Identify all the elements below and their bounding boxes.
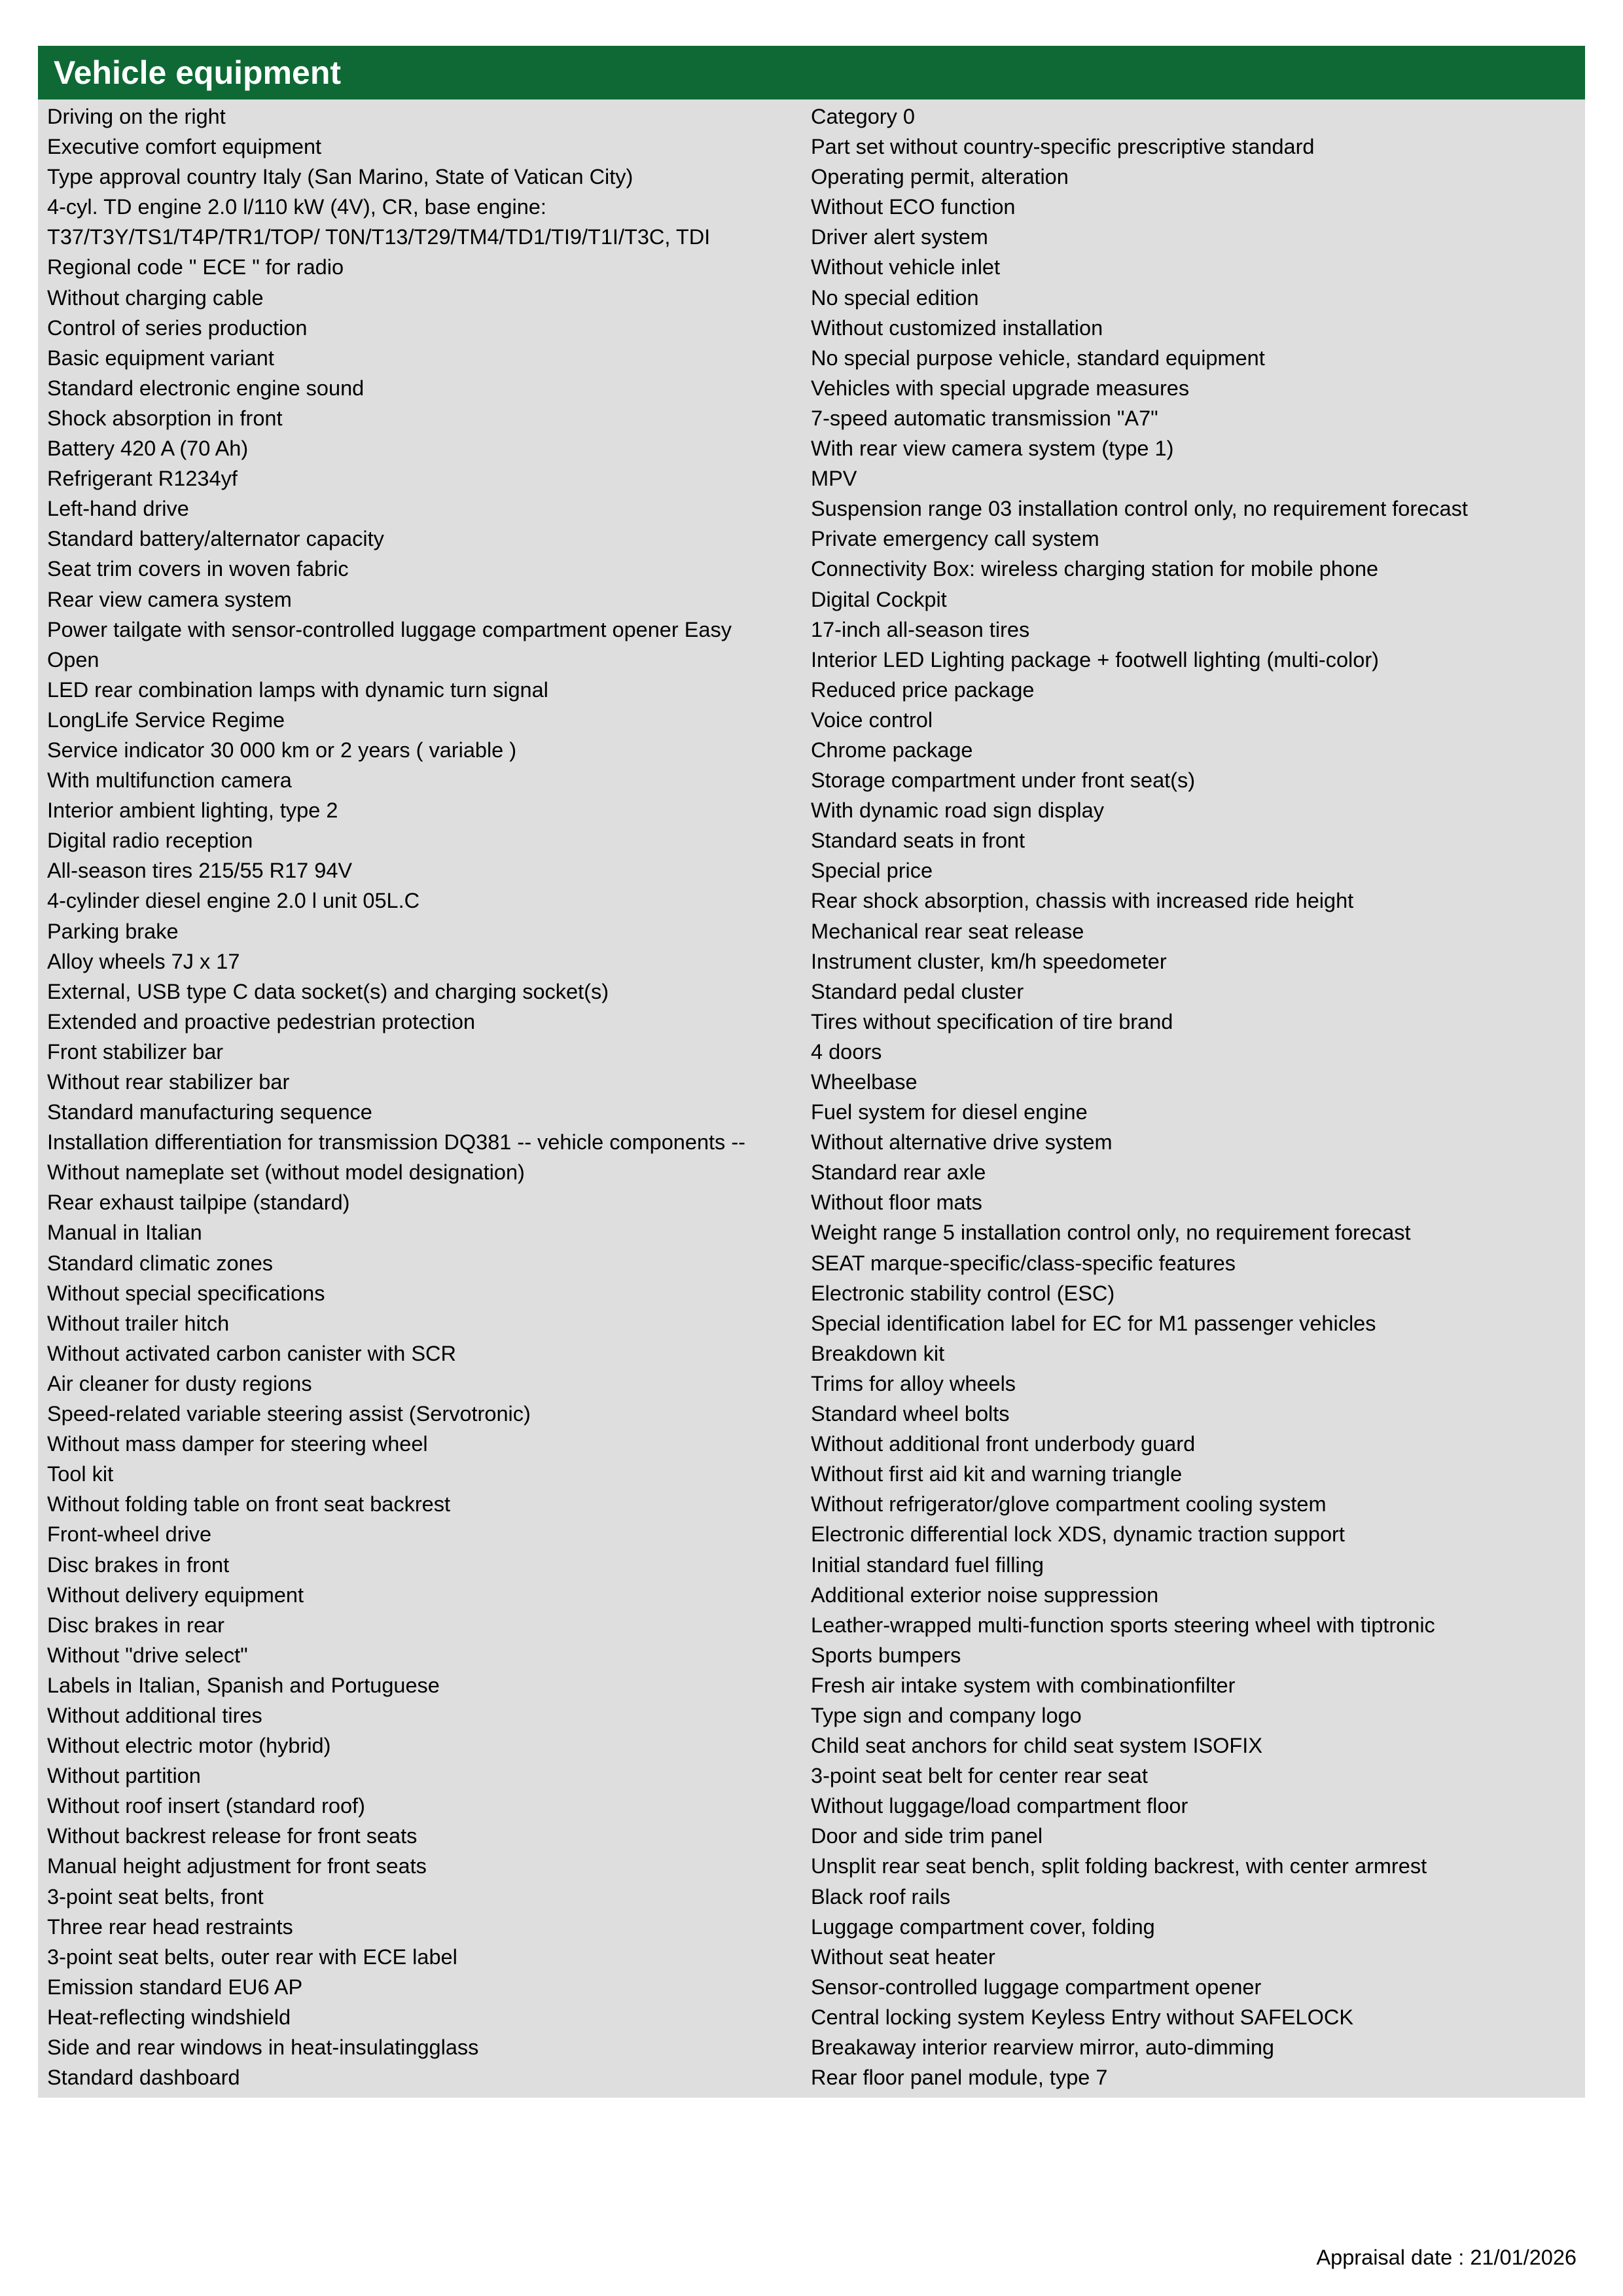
equipment-item: Manual in Italian xyxy=(47,1221,202,1245)
equipment-item: Left-hand drive xyxy=(47,497,189,521)
equipment-item: Standard wheel bolts xyxy=(811,1402,1010,1426)
equipment-item: Interior ambient lighting, type 2 xyxy=(47,798,338,823)
equipment-item: Regional code " ECE " for radio xyxy=(47,255,344,279)
equipment-item: Luggage compartment cover, folding xyxy=(811,1914,1155,1939)
equipment-item: Without folding table on front seat backrest xyxy=(47,1492,451,1516)
equipment-item: Alloy wheels 7J x 17 xyxy=(47,949,240,973)
equipment-item: Three rear head restraints xyxy=(47,1914,293,1939)
equipment-list xyxy=(38,99,1585,2098)
equipment-item: With dynamic road sign display xyxy=(811,798,1104,823)
equipment-item: Additional exterior noise suppression xyxy=(811,1583,1159,1607)
equipment-item: Part set without country-specific prescriptive standard xyxy=(811,135,1315,159)
equipment-item: Without mass damper for steering wheel xyxy=(47,1432,428,1456)
equipment-item: Fuel system for diesel engine xyxy=(811,1100,1088,1124)
equipment-item: 3-point seat belt for center rear seat xyxy=(811,1764,1148,1788)
section-title: Vehicle equipment xyxy=(38,46,1585,99)
equipment-item: Installation differentiation for transmission DQ381 -- vehicle components -- xyxy=(47,1130,745,1155)
equipment-item: Heat-reflecting windshield xyxy=(47,2005,291,2029)
equipment-item: Without trailer hitch xyxy=(47,1311,230,1335)
equipment-item: MPV xyxy=(811,467,857,491)
equipment-item: Standard pedal cluster xyxy=(811,979,1024,1003)
equipment-item: Reduced price package xyxy=(811,677,1035,702)
equipment-item: Without special specifications xyxy=(47,1281,325,1305)
equipment-item: Standard climatic zones xyxy=(47,1251,274,1275)
equipment-item: Service indicator 30 000 km or 2 years ( variable ) xyxy=(47,738,517,762)
equipment-item: Power tailgate with sensor-controlled luggage compartment opener Easy xyxy=(47,617,732,641)
equipment-item: Fresh air intake system with combinationfilter xyxy=(811,1673,1236,1697)
equipment-item: Sports bumpers xyxy=(811,1643,961,1667)
equipment-item: Special identification label for EC for M1 passenger vehicles xyxy=(811,1311,1376,1335)
equipment-item: Without nameplate set (without model designation) xyxy=(47,1160,525,1185)
equipment-item: 4-cylinder diesel engine 2.0 l unit 05L.C xyxy=(47,889,420,913)
equipment-item: LED rear combination lamps with dynamic turn signal xyxy=(47,677,548,702)
equipment-item: All-season tires 215/55 R17 94V xyxy=(47,859,353,883)
equipment-item: External, USB type C data socket(s) and charging socket(s) xyxy=(47,979,609,1003)
equipment-item: Door and side trim panel xyxy=(811,1824,1043,1848)
equipment-item: Without first aid kit and warning triangle xyxy=(811,1462,1183,1486)
equipment-item: Tool kit xyxy=(47,1462,114,1486)
equipment-item: Disc brakes in front xyxy=(47,1552,230,1577)
equipment-item: 4-cyl. TD engine 2.0 l/110 kW (4V), CR, base engine: xyxy=(47,195,546,219)
equipment-item: Without electric motor (hybrid) xyxy=(47,1734,331,1758)
equipment-item: Without floor mats xyxy=(811,1191,982,1215)
equipment-item: Executive comfort equipment xyxy=(47,135,322,159)
equipment-item: Storage compartment under front seat(s) xyxy=(811,768,1196,793)
vehicle-equipment-section xyxy=(38,46,1585,2098)
appraisal-date: Appraisal date : 21/01/2026 xyxy=(1316,2246,1577,2269)
equipment-item: Extended and proactive pedestrian protection xyxy=(47,1009,476,1033)
equipment-item: Open xyxy=(47,647,99,672)
equipment-item: Refrigerant R1234yf xyxy=(47,467,238,491)
equipment-item: LongLife Service Regime xyxy=(47,708,285,732)
equipment-item: Without charging cable xyxy=(47,285,264,310)
equipment-item: Vehicles with special upgrade measures xyxy=(811,376,1190,400)
equipment-item: 3-point seat belts, outer rear with ECE label xyxy=(47,1945,457,1969)
equipment-item: Without seat heater xyxy=(811,1945,995,1969)
equipment-item: 17-inch all-season tires xyxy=(811,617,1030,641)
equipment-item: 4 doors xyxy=(811,1039,882,1064)
equipment-item: Standard dashboard xyxy=(47,2066,240,2090)
equipment-item: Black roof rails xyxy=(811,1884,951,1909)
equipment-item: Basic equipment variant xyxy=(47,346,274,370)
equipment-item: Disc brakes in rear xyxy=(47,1613,224,1637)
equipment-item: Without ECO function xyxy=(811,195,1016,219)
equipment-item: Digital radio reception xyxy=(47,829,253,853)
equipment-item: Leather-wrapped multi-function sports steering wheel with tiptronic xyxy=(811,1613,1435,1637)
equipment-item: Type approval country Italy (San Marino, State of Vatican City) xyxy=(47,165,633,189)
equipment-item: Side and rear windows in heat-insulatingglass xyxy=(47,2036,479,2059)
equipment-column-left xyxy=(38,101,811,2092)
equipment-item: Rear exhaust tailpipe (standard) xyxy=(47,1191,350,1215)
equipment-item: No special edition xyxy=(811,285,979,310)
equipment-item: Rear view camera system xyxy=(47,587,292,611)
equipment-item: Central locking system Keyless Entry without SAFELOCK xyxy=(811,2005,1354,2029)
equipment-item: No special purpose vehicle, standard equipment xyxy=(811,346,1265,370)
equipment-item: Breakaway interior rearview mirror, auto-dimming xyxy=(811,2036,1275,2059)
equipment-item: Seat trim covers in woven fabric xyxy=(47,557,349,581)
equipment-item: Standard electronic engine sound xyxy=(47,376,365,400)
equipment-item: Without backrest release for front seats xyxy=(47,1824,418,1848)
equipment-item: Child seat anchors for child seat system ISOFIX xyxy=(811,1734,1262,1758)
equipment-item: Instrument cluster, km/h speedometer xyxy=(811,949,1167,973)
equipment-item: Tires without specification of tire brand xyxy=(811,1009,1173,1033)
equipment-item: Initial standard fuel filling xyxy=(811,1552,1044,1577)
equipment-item: Trims for alloy wheels xyxy=(811,1371,1016,1395)
equipment-item: Driver alert system xyxy=(811,225,988,249)
equipment-item: Sensor-controlled luggage compartment opener xyxy=(811,1975,1262,1999)
equipment-item: Standard rear axle xyxy=(811,1160,986,1185)
equipment-item: Without additional front underbody guard xyxy=(811,1432,1196,1456)
equipment-item: Category 0 xyxy=(811,105,915,128)
equipment-item: Without delivery equipment xyxy=(47,1583,304,1607)
equipment-item: Without rear stabilizer bar xyxy=(47,1070,290,1094)
equipment-item: Manual height adjustment for front seats xyxy=(47,1854,427,1878)
equipment-item: Control of series production xyxy=(47,315,308,340)
equipment-item: Standard battery/alternator capacity xyxy=(47,527,384,551)
equipment-item: Without vehicle inlet xyxy=(811,255,1001,279)
equipment-item: Wheelbase xyxy=(811,1070,918,1094)
equipment-item: Type sign and company logo xyxy=(811,1703,1082,1727)
equipment-item: Without partition xyxy=(47,1764,201,1788)
equipment-item: With multifunction camera xyxy=(47,768,292,793)
equipment-item: Emission standard EU6 AP xyxy=(47,1975,303,1999)
equipment-item: Speed-related variable steering assist (Servotronic) xyxy=(47,1402,531,1426)
equipment-item: Shock absorption in front xyxy=(47,406,283,430)
equipment-item: 3-point seat belts, front xyxy=(47,1884,264,1909)
equipment-item: Private emergency call system xyxy=(811,527,1099,551)
equipment-item: Rear floor panel module, type 7 xyxy=(811,2066,1108,2090)
equipment-item: Without luggage/load compartment floor xyxy=(811,1794,1188,1818)
equipment-column-right xyxy=(811,101,1585,2092)
equipment-item: Battery 420 A (70 Ah) xyxy=(47,437,249,461)
equipment-item: Standard seats in front xyxy=(811,829,1025,853)
equipment-item: Standard manufacturing sequence xyxy=(47,1100,372,1124)
equipment-item: Weight range 5 installation control only, no requirement forecast xyxy=(811,1221,1411,1245)
equipment-item: Voice control xyxy=(811,708,933,732)
equipment-item: Operating permit, alteration xyxy=(811,165,1069,189)
equipment-item: Connectivity Box: wireless charging station for mobile phone xyxy=(811,557,1379,581)
equipment-item: Chrome package xyxy=(811,738,973,762)
equipment-item: Without "drive select" xyxy=(47,1643,248,1667)
equipment-item: Electronic differential lock XDS, dynamic traction support xyxy=(811,1522,1345,1547)
equipment-item: Rear shock absorption, chassis with increased ride height xyxy=(811,889,1354,913)
equipment-item: Front stabilizer bar xyxy=(47,1039,224,1064)
equipment-item: Special price xyxy=(811,859,933,883)
equipment-item: Without refrigerator/glove compartment cooling system xyxy=(811,1492,1327,1516)
equipment-item: Without activated carbon canister with SCR xyxy=(47,1341,456,1365)
equipment-item: Suspension range 03 installation control only, no requirement forecast xyxy=(811,497,1468,521)
equipment-item: Unsplit rear seat bench, split folding backrest, with center armrest xyxy=(811,1854,1427,1878)
equipment-item: Labels in Italian, Spanish and Portuguese xyxy=(47,1673,440,1697)
equipment-item: Mechanical rear seat release xyxy=(811,919,1084,943)
equipment-item: Breakdown kit xyxy=(811,1341,945,1365)
equipment-item: Air cleaner for dusty regions xyxy=(47,1371,312,1395)
equipment-item: Interior LED Lighting package + footwell lighting (multi-color) xyxy=(811,647,1379,672)
equipment-item: SEAT marque-specific/class-specific features xyxy=(811,1251,1236,1275)
equipment-item: Without customized installation xyxy=(811,315,1103,340)
equipment-item: With rear view camera system (type 1) xyxy=(811,437,1174,461)
equipment-item: Electronic stability control (ESC) xyxy=(811,1281,1115,1305)
equipment-item: Without additional tires xyxy=(47,1703,262,1727)
equipment-item: Front-wheel drive xyxy=(47,1522,212,1547)
equipment-item: Without alternative drive system xyxy=(811,1130,1113,1155)
equipment-item: T37/T3Y/TS1/T4P/TR1/TOP/ T0N/T13/T29/TM4/TD1/TI9/T1I/T3C, TDI xyxy=(47,225,711,249)
equipment-item: Without roof insert (standard roof) xyxy=(47,1794,365,1818)
equipment-item: Driving on the right xyxy=(47,105,226,128)
equipment-item: Digital Cockpit xyxy=(811,587,947,611)
equipment-item: 7-speed automatic transmission "A7" xyxy=(811,406,1158,430)
equipment-item: Parking brake xyxy=(47,919,179,943)
